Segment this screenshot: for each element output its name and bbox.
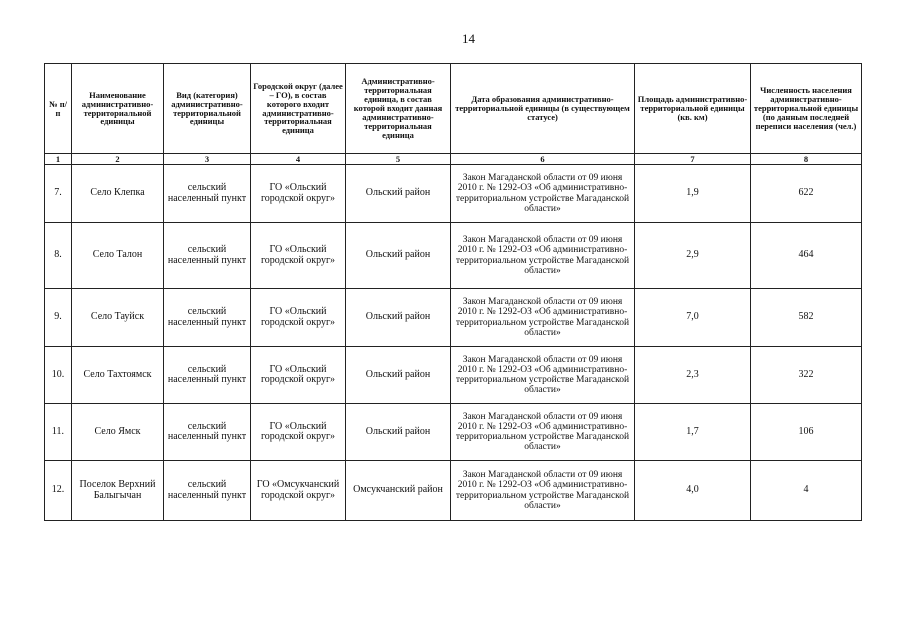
- parent-unit: Омсукчанский район: [346, 461, 451, 521]
- unit-area: 1,9: [635, 165, 751, 223]
- unit-name: Село Клепка: [72, 165, 164, 223]
- table-row: [45, 289, 862, 347]
- parent-unit: Ольский район: [346, 165, 451, 223]
- header-cell-date: Дата образования административно-территориальной единицы (в существующем статусе): [451, 64, 635, 154]
- header-cell-area: Площадь административно-территориальной единицы (кв. км): [635, 64, 751, 154]
- column-number: 7: [635, 154, 751, 165]
- header-cell-go: Городской округ (далее – ГО), в состав которого входит административно-территориальная единица: [251, 64, 346, 154]
- unit-kind: сельский населенный пункт: [164, 461, 251, 521]
- unit-go: ГО «Ольский городской округ»: [251, 404, 346, 461]
- unit-go: ГО «Ольский городской округ»: [251, 223, 346, 289]
- unit-area: 7,0: [635, 289, 751, 347]
- unit-kind: сельский населенный пункт: [164, 347, 251, 404]
- column-number: 6: [451, 154, 635, 165]
- unit-population: 622: [751, 165, 862, 223]
- unit-name: Село Тахтоямск: [72, 347, 164, 404]
- table-row: [45, 223, 862, 289]
- unit-name: Поселок Верхний Балыгычан: [72, 461, 164, 521]
- unit-population: 322: [751, 347, 862, 404]
- unit-go: ГО «Ольский городской округ»: [251, 347, 346, 404]
- row-number: 8.: [45, 223, 72, 289]
- formation-law: Закон Магаданской области от 09 июня 2010 г. № 1292-ОЗ «Об административно-территориальном устройстве Магаданской области»: [451, 347, 635, 404]
- row-number: 7.: [45, 165, 72, 223]
- unit-kind: сельский населенный пункт: [164, 165, 251, 223]
- column-number: 5: [346, 154, 451, 165]
- formation-law: Закон Магаданской области от 09 июня 2010 г. № 1292-ОЗ «Об административно-территориальном устройстве Магаданской области»: [451, 461, 635, 521]
- header-cell-population: Численность населения административно-территориальной единицы (по данным последней переписи населения (чел.): [751, 64, 862, 154]
- unit-area: 4,0: [635, 461, 751, 521]
- unit-name: Село Талон: [72, 223, 164, 289]
- formation-law: Закон Магаданской области от 09 июня 2010 г. № 1292-ОЗ «Об административно-территориальном устройстве Магаданской области»: [451, 289, 635, 347]
- unit-kind: сельский населенный пункт: [164, 404, 251, 461]
- header-cell-kind: Вид (категория) административно-территориальной единицы: [164, 64, 251, 154]
- unit-population: 582: [751, 289, 862, 347]
- unit-population: 106: [751, 404, 862, 461]
- unit-kind: сельский населенный пункт: [164, 289, 251, 347]
- unit-kind: сельский населенный пункт: [164, 223, 251, 289]
- header-row: [45, 64, 862, 154]
- table-row: [45, 165, 862, 223]
- header-cell-unit: Административно-территориальная единица, в состав которой входит данная административно-территориальная единица: [346, 64, 451, 154]
- formation-law: Закон Магаданской области от 09 июня 2010 г. № 1292-ОЗ «Об административно-территориальном устройстве Магаданской области»: [451, 404, 635, 461]
- unit-area: 2,3: [635, 347, 751, 404]
- column-number: 4: [251, 154, 346, 165]
- table-row: [45, 404, 862, 461]
- column-number: 3: [164, 154, 251, 165]
- header-cell-num: № п/п: [45, 64, 72, 154]
- admin-units-table: [44, 63, 862, 521]
- parent-unit: Ольский район: [346, 347, 451, 404]
- table-row: [45, 347, 862, 404]
- formation-law: Закон Магаданской области от 09 июня 2010 г. № 1292-ОЗ «Об административно-территориальном устройстве Магаданской области»: [451, 223, 635, 289]
- formation-law: Закон Магаданской области от 09 июня 2010 г. № 1292-ОЗ «Об административно-территориальном устройстве Магаданской области»: [451, 165, 635, 223]
- table-row: [45, 461, 862, 521]
- column-number: 8: [751, 154, 862, 165]
- row-number: 9.: [45, 289, 72, 347]
- parent-unit: Ольский район: [346, 289, 451, 347]
- parent-unit: Ольский район: [346, 404, 451, 461]
- unit-area: 2,9: [635, 223, 751, 289]
- row-number: 10.: [45, 347, 72, 404]
- page-number: 14: [462, 31, 475, 46]
- parent-unit: Ольский район: [346, 223, 451, 289]
- unit-go: ГО «Ольский городской округ»: [251, 289, 346, 347]
- column-number-row: [45, 154, 862, 165]
- column-number: 2: [72, 154, 164, 165]
- unit-population: 464: [751, 223, 862, 289]
- unit-name: Село Ямск: [72, 404, 164, 461]
- unit-name: Село Тауйск: [72, 289, 164, 347]
- unit-population: 4: [751, 461, 862, 521]
- unit-go: ГО «Омсукчанский городской округ»: [251, 461, 346, 521]
- unit-area: 1,7: [635, 404, 751, 461]
- column-number: 1: [45, 154, 72, 165]
- unit-go: ГО «Ольский городской округ»: [251, 165, 346, 223]
- header-cell-name: Наименование административно-территориальной единицы: [72, 64, 164, 154]
- row-number: 11.: [45, 404, 72, 461]
- row-number: 12.: [45, 461, 72, 521]
